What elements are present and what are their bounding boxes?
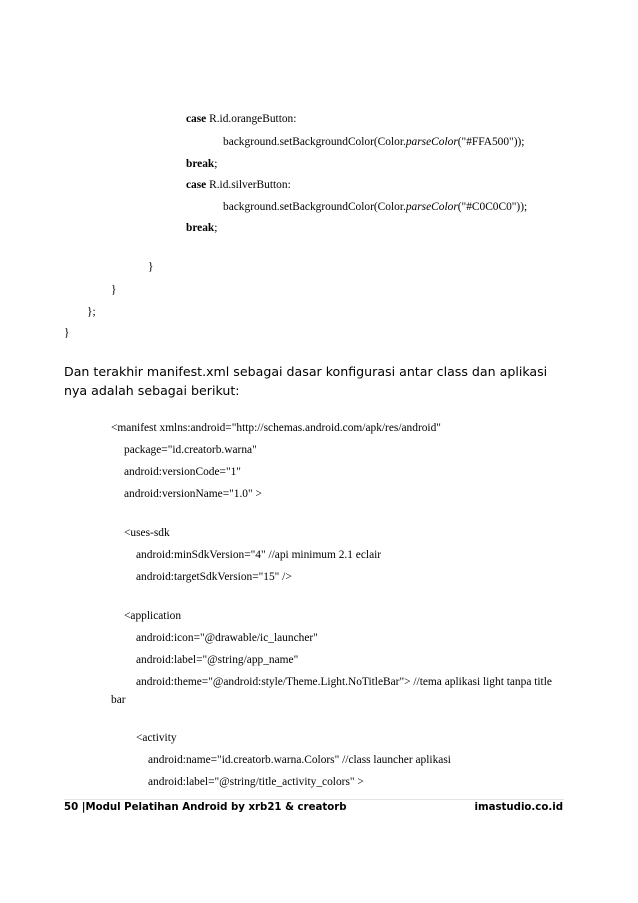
keyword-break: break (186, 158, 215, 170)
uses-sdk-tag: <uses-sdk (124, 527, 170, 539)
parse-fn: parseColor (405, 136, 458, 148)
call-arg: ("#C0C0C0")); (457, 201, 528, 213)
footer-page-label: 50 |Modul Pelatihan Android by xrb21 & creatorb (64, 802, 347, 813)
manifest-package: package="id.creatorb.warna" (124, 444, 257, 456)
application-theme-wrap: bar (111, 694, 126, 706)
min-sdk-version: android:minSdkVersion="4" //api minimum 2.1 eclair (136, 549, 382, 561)
manifest-version-name: android:versionName="1.0" > (124, 488, 262, 500)
parse-fn: parseColor (405, 201, 458, 213)
keyword-break: break (186, 222, 215, 234)
semicolon: ; (214, 158, 218, 170)
application-tag: <application (124, 610, 182, 622)
code-line-case-silver (186, 178, 291, 192)
call-prefix: background.setBackgroundColor(Color. (223, 201, 406, 213)
code-line-case-orange (186, 112, 296, 126)
case-label: R.id.orangeButton: (206, 113, 297, 125)
footer-site: imastudio.co.id (474, 802, 563, 813)
activity-label: android:label="@string/title_activity_colors" > (148, 776, 364, 788)
code-close-brace-1: } (148, 261, 154, 273)
body-paragraph: Dan terakhir manifest.xml sebagai dasar konfigurasi antar class dan aplikasi nya adalah sebagai berikut: (64, 364, 548, 398)
application-icon: android:icon="@drawable/ic_launcher" (136, 632, 318, 644)
code-close-brace-semi: }; (87, 306, 96, 318)
activity-tag: <activity (136, 732, 177, 744)
manifest-open-tag: <manifest xmlns:android="http://schemas.android.com/apk/res/android" (111, 422, 441, 434)
code-line-set-silver (223, 200, 527, 214)
keyword-case: case (186, 113, 207, 125)
code-line-set-orange (223, 135, 524, 149)
application-theme: android:theme="@android:style/Theme.Light.NoTitleBar"> //tema aplikasi light tanpa title (136, 676, 552, 688)
application-label: android:label="@string/app_name" (136, 654, 299, 666)
keyword-case: case (186, 179, 207, 191)
call-arg: ("#FFA500")); (457, 136, 525, 148)
call-prefix: background.setBackgroundColor(Color. (223, 136, 406, 148)
target-sdk-version: android:targetSdkVersion="15" /> (136, 571, 292, 583)
code-close-brace-2: } (111, 284, 117, 296)
code-line-break-2 (186, 221, 217, 235)
footer-divider (64, 799, 564, 800)
code-close-brace-3: } (64, 327, 70, 339)
case-label: R.id.silverButton: (206, 179, 291, 191)
manifest-version-code: android:versionCode="1" (124, 466, 241, 478)
code-line-break-1 (186, 157, 217, 171)
semicolon: ; (214, 222, 218, 234)
activity-name: android:name="id.creatorb.warna.Colors" //class launcher aplikasi (148, 754, 451, 766)
